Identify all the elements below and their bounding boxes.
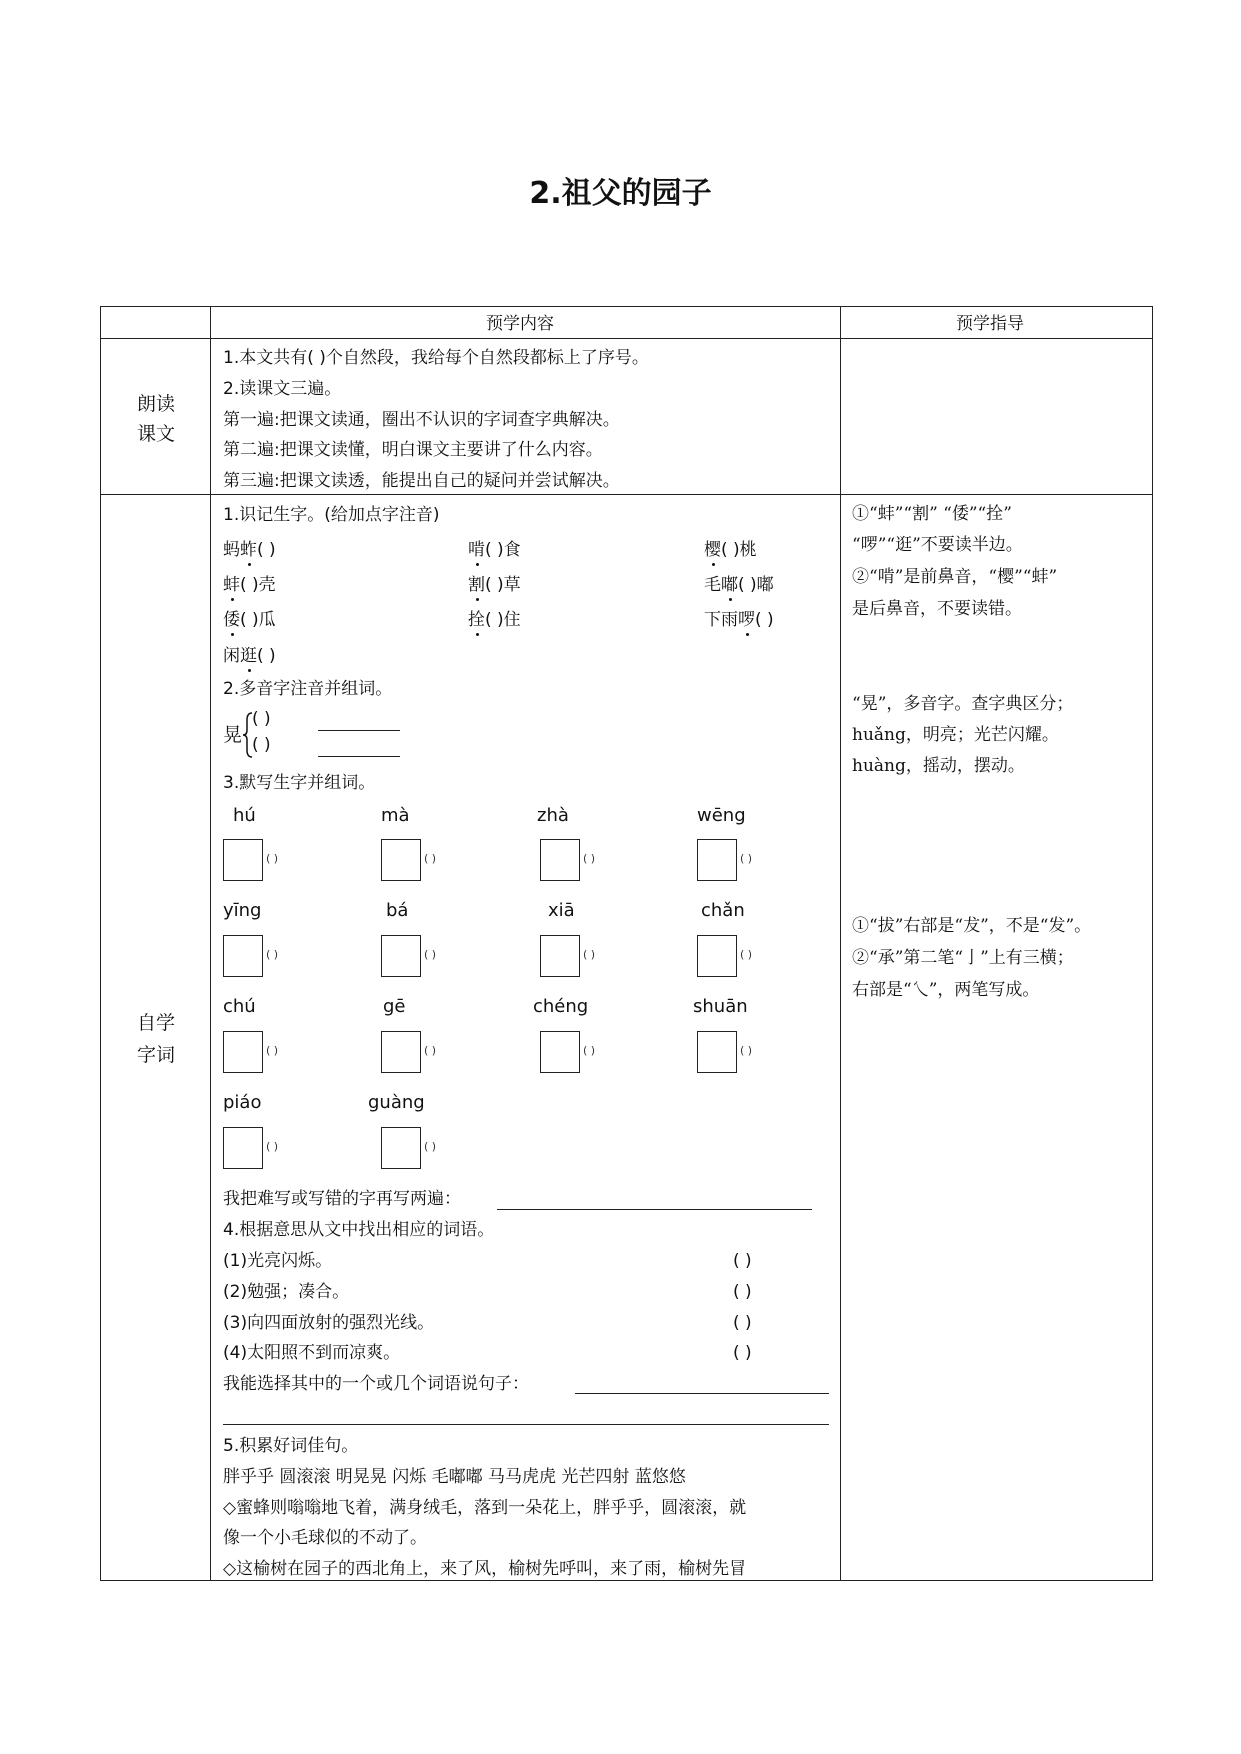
guide-line: “啰”“逛”不要读半边。 xyxy=(852,535,1023,555)
word-paren: ( ) xyxy=(583,948,596,961)
sentence-blank[interactable] xyxy=(575,1393,829,1394)
read-line-5: 第三遍:把课文读透，能提出自己的疑问并尝试解决。 xyxy=(223,471,620,491)
char-item: 蚂蚱( ) xyxy=(223,540,276,560)
guide-line: huàng，摇动，摆动。 xyxy=(852,756,1025,776)
read-line-2: 2.读课文三遍。 xyxy=(223,379,342,399)
guide-line: ①“蚌”“割” “倭”“拴” xyxy=(852,504,1012,524)
q5-sentence-1-cont: 像一个小毛球似的不动了。 xyxy=(223,1528,427,1548)
q4-item: (4)太阳照不到而凉爽。 xyxy=(223,1343,401,1363)
q5-words: 胖乎乎 圆滚滚 明晃晃 闪烁 毛嘟嘟 马马虎虎 光芒四射 蓝悠悠 xyxy=(223,1467,686,1487)
char-item: 下雨啰( ) xyxy=(704,610,774,630)
guide-line: ②“啃”是前鼻音，“樱”“蚌” xyxy=(852,567,1058,587)
char-writing-box[interactable] xyxy=(540,935,580,977)
row-label-words-1: 自学 xyxy=(137,1012,176,1034)
char-writing-box[interactable] xyxy=(223,839,263,881)
char-item: 拴( )住 xyxy=(468,610,521,630)
q5-title: 5.积累好词佳句。 xyxy=(223,1436,359,1456)
char-writing-box[interactable] xyxy=(381,1031,421,1073)
q4-item: (3)向四面放射的强烈光线。 xyxy=(223,1313,435,1333)
pinyin-label: hú xyxy=(233,805,256,826)
sentence-blank-2[interactable] xyxy=(223,1424,829,1425)
char-writing-box[interactable] xyxy=(223,1031,263,1073)
row-label-read-2: 课文 xyxy=(137,423,176,445)
word-paren: ( ) xyxy=(424,1044,437,1057)
guide-line: “晃”，多音字。查字典区分； xyxy=(852,694,1074,714)
q5-sentence-2: ◇这榆树在园子的西北角上，来了风，榆树先呼叫，来了雨，榆树先冒 xyxy=(223,1559,747,1579)
q4-answer-paren[interactable]: ( ) xyxy=(733,1282,752,1302)
rewrite-blank[interactable] xyxy=(497,1209,812,1210)
rewrite-prompt: 我把难写或写错的字再写两遍： xyxy=(223,1189,461,1209)
char-writing-box[interactable] xyxy=(697,1031,737,1073)
pinyin-label: xiā xyxy=(548,900,575,921)
q4-item: (2)勉强；凑合。 xyxy=(223,1282,350,1302)
word-paren: ( ) xyxy=(740,1044,753,1057)
word-paren: ( ) xyxy=(266,1140,279,1153)
char-writing-box[interactable] xyxy=(697,935,737,977)
q4-sentence-prompt: 我能选择其中的一个或几个词语说句子： xyxy=(223,1374,529,1394)
header-guide: 预学指导 xyxy=(956,314,1024,334)
polyphone-char: 晃 xyxy=(223,724,243,746)
guide-line: ②“承”第二笔“亅”上有三横； xyxy=(852,948,1074,968)
word-paren: ( ) xyxy=(740,852,753,865)
pinyin-label: chéng xyxy=(533,996,589,1017)
word-paren: ( ) xyxy=(424,852,437,865)
char-writing-box[interactable] xyxy=(381,935,421,977)
q4-item: (1)光亮闪烁。 xyxy=(223,1251,333,1271)
word-paren: ( ) xyxy=(740,948,753,961)
row-label-words-2: 字词 xyxy=(137,1044,176,1066)
guide-line: 是后鼻音，不要读错。 xyxy=(852,599,1022,619)
pinyin-label: zhà xyxy=(537,805,569,826)
word-paren: ( ) xyxy=(424,948,437,961)
guide-line: 右部是“乀”，两笔写成。 xyxy=(852,980,1040,1000)
polyphone-paren-2: ( ) xyxy=(252,735,271,755)
read-line-1: 1.本文共有( )个自然段，我给每个自然段都标上了序号。 xyxy=(223,348,649,368)
pinyin-label: yīng xyxy=(223,900,262,921)
pinyin-label: gē xyxy=(383,996,406,1017)
char-writing-box[interactable] xyxy=(381,1127,421,1169)
polyphone-paren-1: ( ) xyxy=(252,709,271,729)
word-paren: ( ) xyxy=(266,1044,279,1057)
header-content: 预学内容 xyxy=(486,314,554,334)
polyphone-blank-1[interactable] xyxy=(318,730,400,731)
char-item: 蚌( )壳 xyxy=(223,575,276,595)
pinyin-label: guàng xyxy=(368,1092,425,1113)
char-item: 割( )草 xyxy=(468,575,521,595)
char-writing-box[interactable] xyxy=(697,839,737,881)
pinyin-label: chú xyxy=(223,996,256,1017)
char-item: 樱( )桃 xyxy=(704,540,757,560)
word-paren: ( ) xyxy=(583,852,596,865)
pinyin-label: mà xyxy=(381,805,410,826)
pinyin-label: bá xyxy=(386,900,409,921)
q5-sentence-1: ◇蜜蜂则嗡嗡地飞着，满身绒毛，落到一朵花上，胖乎乎，圆滚滚，就 xyxy=(223,1498,747,1518)
pinyin-label: chǎn xyxy=(701,900,745,921)
char-writing-box[interactable] xyxy=(540,839,580,881)
word-paren: ( ) xyxy=(424,1140,437,1153)
q4-answer-paren[interactable]: ( ) xyxy=(733,1313,752,1333)
char-item: 倭( )瓜 xyxy=(223,610,276,630)
pinyin-label: piáo xyxy=(223,1092,262,1113)
char-writing-box[interactable] xyxy=(223,935,263,977)
q1-title: 1.识记生字。(给加点字注音) xyxy=(223,505,440,525)
pinyin-label: wēng xyxy=(697,805,746,826)
word-paren: ( ) xyxy=(266,852,279,865)
char-item: 毛嘟( )嘟 xyxy=(704,575,774,595)
page-title: 2.祖父的园子 xyxy=(529,176,712,211)
read-line-4: 第二遍:把课文读懂，明白课文主要讲了什么内容。 xyxy=(223,440,603,460)
pinyin-label: shuān xyxy=(693,996,748,1017)
char-item: 闲逛( ) xyxy=(223,646,276,666)
row-label-read-1: 朗读 xyxy=(137,393,176,415)
q4-title: 4.根据意思从文中找出相应的词语。 xyxy=(223,1220,495,1240)
read-line-3: 第一遍:把课文读通，圈出不认识的字词查字典解决。 xyxy=(223,410,620,430)
q4-answer-paren[interactable]: ( ) xyxy=(733,1343,752,1363)
guide-line: huǎng，明亮；光芒闪耀。 xyxy=(852,725,1059,745)
char-writing-box[interactable] xyxy=(381,839,421,881)
word-paren: ( ) xyxy=(266,948,279,961)
q4-answer-paren[interactable]: ( ) xyxy=(733,1251,752,1271)
q2-title: 2.多音字注音并组词。 xyxy=(223,679,393,699)
polyphone-blank-2[interactable] xyxy=(318,756,400,757)
char-writing-box[interactable] xyxy=(223,1127,263,1169)
guide-line: ①“拔”右部是“犮”，不是“发”。 xyxy=(852,916,1092,936)
word-paren: ( ) xyxy=(583,1044,596,1057)
char-writing-box[interactable] xyxy=(540,1031,580,1073)
char-item: 啃( )食 xyxy=(468,540,521,560)
q3-title: 3.默写生字并组词。 xyxy=(223,773,376,793)
